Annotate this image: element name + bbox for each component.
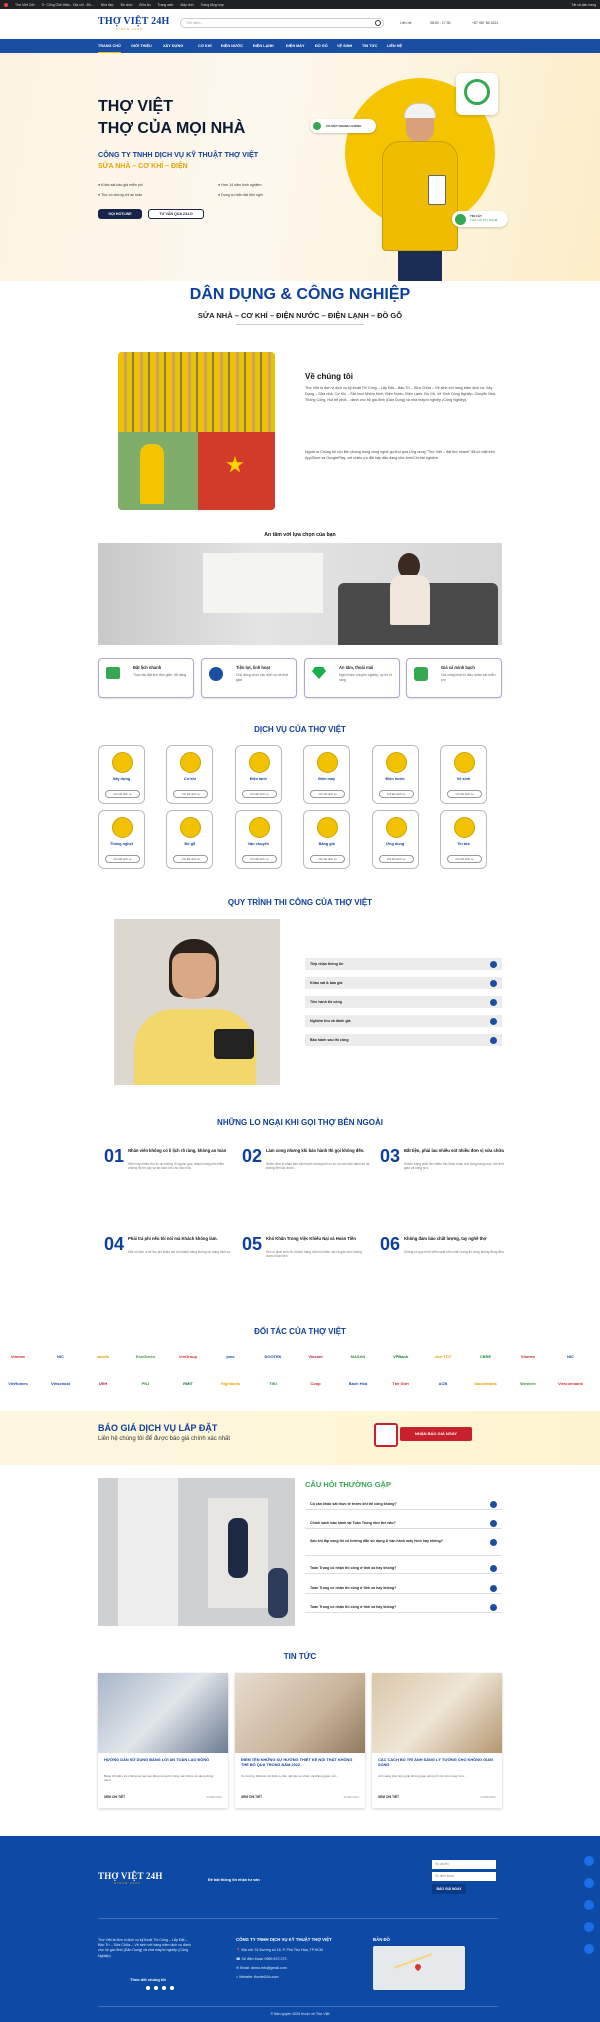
worry-desc: Một số đơn vị sẽ thu phí khảo sát dù khách hàng không sử dụng dịch vụ. (128, 1250, 231, 1254)
hero-bullet-3: ● Thợ có chứng chỉ an toàn (98, 193, 143, 197)
chevron-down-icon[interactable] (490, 1018, 497, 1025)
news-title[interactable]: CÁC CÁCH BỐ TRÍ ÁNH SÁNG LÝ TƯỞNG CHO KHÔNG GIAN SỐNG (378, 1757, 493, 1767)
nav-woodwork[interactable]: ĐỒ GỖ (315, 44, 328, 48)
faq-item[interactable] (305, 1562, 502, 1574)
service-label: Vệ sinh (456, 777, 471, 781)
news-card[interactable] (372, 1673, 502, 1808)
hero-bullet-1: ● Khảo sát báo giá miễn phí (98, 183, 143, 187)
about-paragraph-1: Thợ Việt là đơn vị dịch vụ kỹ thuật Thi Công – Lắp Đặt – Bảo Trì – Sửa Chữa – Vệ sinh với hàng trăm dịch vụ: Xây Dựng – Sửa nhà, Cơ Khí – Sắt Inox Nhôm Kính, Điện Nước, Điện Lạnh, Đồ Gỗ, Vệ Sinh Công Nghiệp, Chuyển Nhà, Thông Cống, Hút bể phốt... dành cho hộ gia đình (Dân Dụng) và nhà máy/xí nghiệp (Công Nghiệp). (305, 386, 496, 402)
worry-item (380, 1146, 508, 1208)
browser-dot-icon (4, 3, 8, 7)
about-paragraph-2: Ngoài ra Chúng tôi còn liên phong trong công nghệ gọi thợ qua Ứng dụng "Thợ Việt – đặt thợ nhanh" đã có mặt trên AppStore và GooglePlay, với nhiều ưu đãi hấp dẫn đang chờ Anh/Chị trải nghiệm. (305, 450, 495, 460)
partner-logo: EcoGreen (136, 1354, 155, 1359)
footer-email: ✉ Email: demo.info@gmail.com (236, 1966, 287, 1970)
process-step-label: Tiến hành thi công (310, 1000, 342, 1004)
service-icon (454, 752, 475, 773)
clock-icon (209, 667, 223, 681)
process-step-label: Bảo hành sau thi công (310, 1038, 349, 1042)
faq-item[interactable] (305, 1582, 502, 1594)
worry-desc: Không có quy trình kiểm soát nên chất lượng thi công không đồng đều. (404, 1250, 505, 1254)
chat-float-icon[interactable] (584, 1922, 594, 1932)
news-image[interactable] (98, 1673, 228, 1753)
service-detail-button[interactable]: Chi tiết dịch vụ (447, 790, 482, 798)
worry-number: 03 (380, 1146, 401, 1166)
faq-image (98, 1478, 295, 1626)
partner-logo: VinGroup (178, 1354, 198, 1359)
news-image[interactable] (372, 1673, 502, 1753)
worry-item (242, 1146, 370, 1208)
safe-heading: An tâm với lựa chọn của bạn (264, 532, 336, 538)
partner-logo: Bách Hóa (348, 1381, 368, 1386)
news-title[interactable]: ĐIỂM TÊN NHỮNG SỰ HƯỚNG THIẾT KẾ NỘI THẤT KHÔNG THỂ BỎ QUA TRONG NĂM 2022 (241, 1757, 353, 1767)
worry-desc: Hiện nay nhiều thợ tự do không rõ nguồn gốc, khách hàng khó kiểm chứng độ tin cậy và an toàn khi cho vào nhà. (128, 1162, 225, 1171)
worry-desc: Nhiều đơn vị nhận làm rất nhanh nhưng khi có sự cố cần bảo hành thì lại không liên lạc được. (266, 1162, 370, 1171)
faq-item[interactable] (305, 1536, 502, 1556)
quote-button[interactable]: NHẬN BÁO GIÁ NGAY (400, 1427, 472, 1441)
service-card[interactable] (98, 745, 145, 804)
news-card[interactable] (98, 1673, 228, 1808)
chevron-down-icon[interactable] (490, 980, 497, 987)
worry-item (242, 1234, 370, 1296)
nav-contact[interactable]: LIÊN HỆ (387, 44, 402, 48)
diamond-icon (312, 667, 326, 679)
contact-link[interactable]: Liên hệ (400, 21, 412, 25)
feature-card-4[interactable]: Giá cả minh bạch Giá công khai từ đầu, khảo sát miễn phí (406, 658, 502, 698)
service-icon (180, 817, 201, 838)
zalo-float-icon[interactable] (584, 1856, 594, 1866)
service-label: Điện máy (318, 777, 336, 781)
service-label: Điện lạnh (249, 777, 267, 781)
service-detail-button[interactable]: Chi tiết dịch vụ (310, 855, 345, 863)
zalo-button[interactable]: TƯ VẤN QUA ZALO (148, 209, 204, 219)
footer-divider (98, 1918, 498, 1919)
partner-logo: Vinmec (520, 1354, 536, 1359)
partner-logo: VinHomes (8, 1381, 28, 1386)
worries-heading: NHỮNG LO NGẠI KHI GỌI THỢ BÊN NGOÀI (217, 1118, 383, 1127)
messenger-float-icon[interactable] (584, 1878, 594, 1888)
news-date: 22/06/2022 (343, 1795, 359, 1799)
partner-logo: VPBank (392, 1354, 409, 1359)
worry-item (380, 1234, 508, 1296)
banner-subtitle: SỬA NHÀ – CƠ KHÍ – ĐIỆN NƯỚC – ĐIỆN LẠNH – ĐỒ GỖ (197, 311, 403, 320)
partner-logo: CBRE (479, 1354, 492, 1359)
worry-item (104, 1234, 232, 1296)
process-step[interactable] (305, 996, 502, 1008)
service-icon (112, 752, 133, 773)
partner-logo: Thế Giới (392, 1381, 409, 1386)
service-label: Xây dựng (112, 777, 131, 781)
submit-button[interactable]: BÁO GIÁ NGAY (432, 1884, 466, 1894)
nav-plumbing[interactable]: ĐIỆN NƯỚC (221, 44, 243, 48)
hero-tagline: SỬA NHÀ – CƠ KHÍ – ĐIỆN (98, 163, 188, 170)
about-heading: Về chúng tôi (305, 372, 353, 381)
partner-logo: TIKI (269, 1381, 277, 1386)
hero-bullet-4: ● Dụng cụ hiện đại tiện nghi (218, 193, 263, 197)
price-tag-icon (414, 667, 428, 681)
service-detail-button[interactable]: Chi tiết dịch vụ (242, 790, 277, 798)
faq-item[interactable] (305, 1601, 502, 1613)
hero-company: CÔNG TY TNHH DỊCH VỤ KỸ THUẬT THỢ VIỆT (98, 150, 259, 159)
service-icon (249, 817, 270, 838)
service-icon (249, 752, 270, 773)
safe-image (98, 543, 502, 645)
process-step[interactable] (305, 1015, 502, 1027)
partner-logo: pmc (226, 1354, 235, 1359)
chevron-down-icon[interactable] (490, 1539, 497, 1546)
chevron-down-icon[interactable] (490, 999, 497, 1006)
news-excerpt: Xu hướng thiết kế nội thất ưu tiên vật liệu tự nhiên và không gian mở... (241, 1774, 339, 1778)
nav-cleaning[interactable]: VỆ SINH (337, 44, 353, 48)
partner-logo: UEH (98, 1381, 108, 1386)
partner-logo: Western (520, 1381, 536, 1386)
worry-item (104, 1146, 232, 1208)
process-image (114, 919, 280, 1085)
footer-website: ⌂ Website: thoviet24h.com (236, 1975, 279, 1979)
worry-desc: Khách hàng phải tìm nhiều thợ khác nhau cho từng hạng mục, tốn thời gian và công sức. (404, 1162, 505, 1171)
bookmark-3[interactable]: Nhà đẹp (100, 2, 114, 7)
partner-logo: MASAN (350, 1354, 366, 1359)
news-date: 23/06/2022 (480, 1795, 496, 1799)
browser-bookmarks-bar (0, 0, 600, 9)
service-detail-button[interactable]: Chi tiết dịch vụ (310, 790, 345, 798)
faq-item[interactable] (305, 1498, 502, 1510)
badge-trust (456, 73, 498, 115)
news-more-link[interactable]: XEM CHI TIẾT (104, 1795, 126, 1799)
main-nav (0, 39, 600, 53)
service-label: Vận chuyển (247, 842, 269, 846)
chevron-down-icon[interactable] (490, 1565, 497, 1572)
worry-title: Làm xong nhưng khi bảo hành thì gọi không đến. (266, 1148, 365, 1153)
banner-divider (236, 324, 364, 325)
phone-float-icon[interactable] (584, 1900, 594, 1910)
working-hours: 08:00 - 17:30 (430, 21, 451, 25)
feature-card-1[interactable]: Đặt lịch nhanh Thao tác đặt lịch đơn giản, dễ dàng (98, 658, 194, 698)
faq-question: Toàn Trung có nhận thi công ở tỉnh xa hay không? (310, 1605, 397, 1609)
all-bookmarks[interactable]: Tất cả dấu trang (571, 2, 596, 7)
faq-question: Có cần khảo sát thực tế trước khi thi công không? (310, 1502, 397, 1506)
badge-fast: CÓ MẶT NHANH CHÓNG (310, 119, 376, 133)
partner-logo: savills (96, 1354, 110, 1359)
feature-card-2[interactable]: Tiện lợi, linh hoạt Chủ động chọn các dịch vụ và thời gian (201, 658, 297, 698)
news-heading: TIN TỨC (283, 1652, 317, 1661)
service-detail-button[interactable]: Chi tiết dịch vụ (379, 790, 414, 798)
service-label: Bảng giá (318, 842, 335, 846)
worry-number: 02 (242, 1146, 263, 1166)
worry-number: 06 (380, 1234, 401, 1254)
nav-mechanical[interactable]: CƠ KHÍ (198, 44, 212, 48)
bookmark-8[interactable]: Trang tổng hợp (200, 2, 224, 7)
process-step[interactable] (305, 1034, 502, 1046)
service-label: Thông nghẹt (110, 842, 133, 846)
site-header (0, 9, 600, 39)
bookmark-5[interactable]: Bữa ăn (139, 2, 151, 7)
worry-number: 04 (104, 1234, 125, 1254)
service-card[interactable] (166, 810, 213, 869)
process-step-label: Khảo sát & báo giá (310, 981, 343, 985)
map-embed[interactable] (373, 1946, 465, 1990)
quote-section (0, 1411, 600, 1465)
faq-question: Toàn Trung có nhận thi công ở tỉnh xa hay không? (310, 1586, 397, 1590)
bookmark-4[interactable]: Đồ chơi (120, 2, 133, 7)
facebook-icon[interactable] (146, 1986, 150, 1990)
faq-question: Chính sách bảo hành tại Toàn Trung như thế nào? (310, 1521, 396, 1525)
partner-logo: DOOTEK (264, 1354, 282, 1359)
service-detail-button[interactable]: Chi tiết dịch vụ (173, 790, 208, 798)
faq-question: Toàn Trung có nhận thi công ở tỉnh xa hay không? (310, 1566, 397, 1570)
news-excerpt: Ánh sáng phù hợp giúp không gian sống trở nên ấm cúng hơn... (378, 1774, 467, 1778)
nav-news[interactable]: TIN TỨC (362, 44, 378, 48)
service-label: Ứng dụng (386, 842, 405, 846)
partner-logo: Coop (310, 1381, 321, 1386)
map-heading: BẢN ĐỒ (373, 1937, 390, 1942)
worry-number: 05 (242, 1234, 263, 1254)
partner-logo: Sacombank (474, 1381, 497, 1386)
hero-title-1: THỢ VIỆT (98, 98, 173, 115)
worry-number: 01 (104, 1146, 125, 1166)
footer-company: CÔNG TY TNHH DỊCH VỤ KỸ THUẬT THỢ VIỆT (236, 1937, 332, 1942)
bookmark-7[interactable]: Máy tính (180, 2, 194, 7)
worry-title: Không đảm bảo chất lượng, tay nghề thợ (404, 1236, 487, 1241)
worker-image (376, 103, 464, 281)
quote-logo-icon (374, 1423, 398, 1447)
partner-logo: RMIT (183, 1381, 193, 1386)
banner-title: DÂN DỤNG & CÔNG NGHIỆP (189, 286, 411, 303)
service-detail-button[interactable]: Chi tiết dịch vụ (105, 855, 140, 863)
search-icon[interactable] (375, 20, 381, 26)
news-image[interactable] (235, 1673, 365, 1753)
partner-logo: NIC (57, 1354, 64, 1359)
quote-subtitle: Liên hệ chúng tôi để được báo giá chính xác nhất (98, 1436, 231, 1442)
bookmark-6[interactable]: Trang web (157, 2, 174, 7)
service-detail-button[interactable]: Chi tiết dịch vụ (105, 790, 140, 798)
hero-title-2: THỢ CỦA MỌI NHÀ (98, 120, 246, 137)
service-icon (180, 752, 201, 773)
name-input[interactable]: Họ và tên (432, 1860, 496, 1869)
service-icon (317, 817, 338, 838)
service-detail-button[interactable]: Chi tiết dịch vụ (173, 855, 208, 863)
service-card[interactable] (166, 745, 213, 804)
header-hotline[interactable]: +87 987 65 4321 (472, 21, 499, 25)
service-card[interactable] (303, 745, 350, 804)
chevron-down-icon[interactable] (490, 1604, 497, 1611)
service-icon (386, 752, 407, 773)
process-step[interactable] (305, 958, 502, 970)
service-detail-button[interactable]: Chi tiết dịch vụ (447, 855, 482, 863)
service-card[interactable] (440, 745, 487, 804)
worry-title: Phải trả phí nếu tôi nói mà Khách không làm. (128, 1236, 218, 1241)
news-title[interactable]: HƯỚNG DẪN SỬ DỤNG BẢNG LỚI AN TOÀN LAO ĐỘNG (104, 1757, 210, 1762)
service-label: Điện nước (385, 777, 405, 781)
process-step[interactable] (305, 977, 502, 989)
news-excerpt: Bảng lỡi kiểm tra chống tai nạn lao động trong thi công nên được sử dụng đúng cách... (104, 1774, 214, 1783)
partner-logo: ACB (438, 1381, 448, 1386)
services-heading: DỊCH VỤ CỦA THỢ VIỆT (254, 725, 346, 734)
service-card[interactable] (235, 745, 282, 804)
partner-logo: Vinmec (10, 1354, 26, 1359)
worry-title: Bắt tiện, phải lau nhiều sót nhiều đơn vị sửa chữa (404, 1148, 504, 1153)
process-step-label: Tiếp nhận thông tin (310, 962, 344, 966)
news-more-link[interactable]: XEM CHI TIẾT (241, 1795, 263, 1799)
faq-item[interactable] (305, 1517, 502, 1529)
chevron-down-icon[interactable] (490, 1501, 497, 1508)
partner-logo: Vincom (308, 1354, 323, 1359)
calendar-icon (106, 667, 120, 679)
service-icon (454, 817, 475, 838)
news-date: 04/08/2022 (206, 1795, 222, 1799)
chevron-down-icon[interactable] (490, 1037, 497, 1044)
service-card[interactable] (98, 810, 145, 869)
quote-title: BÁO GIÁ DỊCH VỤ LẮP ĐẶT (98, 1423, 218, 1433)
service-card[interactable] (235, 810, 282, 869)
nav-construction[interactable]: XÂY DỰNG (163, 44, 184, 48)
service-detail-button[interactable]: Chi tiết dịch vụ (379, 855, 414, 863)
nav-refrigeration[interactable]: ĐIỆN LẠNH (253, 44, 274, 48)
check-icon (313, 122, 321, 130)
process-heading: QUY TRÌNH THI CÔNG CỦA THỢ VIỆT (227, 898, 373, 907)
service-card[interactable] (372, 745, 419, 804)
bookmark-2[interactable]: Tr: Cổng Giới thiệu - Địa chỉ - Đồ... (41, 2, 94, 7)
service-card[interactable] (440, 810, 487, 869)
service-label: Tin tức (457, 842, 470, 846)
search-input[interactable]: Tìm kiếm... (180, 18, 384, 28)
faq-question: Sau khi lắp xong thì có hướng dẫn sử dụng & vận hành máy hình hay không? (310, 1539, 443, 1543)
service-card[interactable] (372, 810, 419, 869)
faq-heading: CÂU HỎI THƯỜNG GẶP (305, 1480, 391, 1489)
youtube-icon[interactable] (170, 1986, 174, 1990)
partners-heading: ĐỐI TÁC CỦA THỢ VIỆT (254, 1327, 346, 1336)
partner-logo: Vinschool (50, 1381, 71, 1386)
footer-address: 📍 Địa chỉ: 31 Đường số 18, P. Phú Thọ Hòa, TP.HCM (236, 1948, 323, 1952)
follow-label: Theo dõi chúng tôi (130, 1977, 166, 1982)
service-icon (112, 817, 133, 838)
hero-bullet-2: ● Hơn 14 năm kinh nghiệm (218, 183, 262, 187)
footer-about: Thợ Việt là đơn vị dịch vụ kỹ thuật Thi Công – Lắp Đặt – Bảo Trì – Sửa Chữa – Vệ sinh với hàng trăm dịch vụ dành cho hộ gia đình (Dân Dụng) và nhà máy/xí nghiệp (Công Nghiệp). (98, 1938, 191, 1958)
chevron-down-icon[interactable] (490, 1585, 497, 1592)
process-step-label: Nghiệm thu và đánh giá (310, 1019, 351, 1023)
hero-section (0, 53, 600, 281)
nav-appliances[interactable]: ĐIỆN MÁY (286, 44, 305, 48)
partner-logo: chợ TỐT (434, 1354, 452, 1359)
worry-title: Nhân viên không có lí lịch rõ ràng, không an toàn (128, 1148, 227, 1153)
logo[interactable]: THỢ VIỆT 24H SINCE 2009 (98, 16, 170, 31)
worry-desc: Khi có phát sinh lỗi, khách hàng rất khó khiếu nại và gần như không được hoàn tiền. (266, 1250, 362, 1259)
partner-logo: NIC (567, 1354, 574, 1359)
hotline-button[interactable]: GỌI HOTLINE (98, 209, 142, 219)
service-icon (386, 817, 407, 838)
copyright: © Bản quyền 2025 thuộc về Thợ Việt (270, 2012, 330, 2016)
partner-logo: Vietcombank (558, 1381, 583, 1386)
badge-skilled: TIN CẬY THỢ CÓ TAY NGHỀ (452, 211, 508, 227)
service-icon (317, 752, 338, 773)
partner-logo: PNJ (141, 1381, 150, 1386)
news-card[interactable] (235, 1673, 365, 1808)
newsletter-label: Đề bật thông tin nhận tư vấn (208, 1878, 260, 1882)
chevron-down-icon[interactable] (490, 1520, 497, 1527)
footer-phone: ☎ Số điện thoại: 0989 872 073 (236, 1957, 287, 1961)
scroll-top-icon[interactable] (584, 1944, 594, 1954)
site-footer (0, 1836, 600, 2022)
worker-avatar-icon (455, 214, 466, 225)
news-more-link[interactable]: XEM CHI TIẾT (378, 1795, 400, 1799)
map-pin-icon (414, 1963, 422, 1971)
service-label: Đồ gỗ (184, 842, 196, 846)
footer-logo[interactable]: THỢ VIỆT 24H SINCE 2009 (98, 1871, 163, 1885)
feature-card-3[interactable]: An tâm, thoải mái Người làm chuyên nghiệp, uy tín rõ ràng (304, 658, 400, 698)
mail-icon[interactable] (154, 1986, 158, 1990)
chevron-down-icon[interactable] (490, 961, 497, 968)
service-detail-button[interactable]: Chi tiết dịch vụ (242, 855, 277, 863)
service-card[interactable] (303, 810, 350, 869)
nav-home[interactable]: TRANG CHỦ (98, 39, 121, 53)
nav-about[interactable]: GIỚI THIỆU (131, 44, 152, 48)
phone-icon[interactable] (162, 1986, 166, 1990)
footer-divider-2 (98, 2006, 498, 2007)
phone-input[interactable]: Số điện thoại (432, 1872, 496, 1881)
service-label: Cơ khí (183, 777, 196, 781)
about-image (118, 352, 275, 510)
partner-logo: Highlands (220, 1381, 241, 1386)
worry-title: Khó Khăn Trong Việc Khiếu Nại và Hoàn Tiền (266, 1236, 356, 1241)
bookmark-1[interactable]: Thợ Việt 24h (15, 2, 35, 7)
